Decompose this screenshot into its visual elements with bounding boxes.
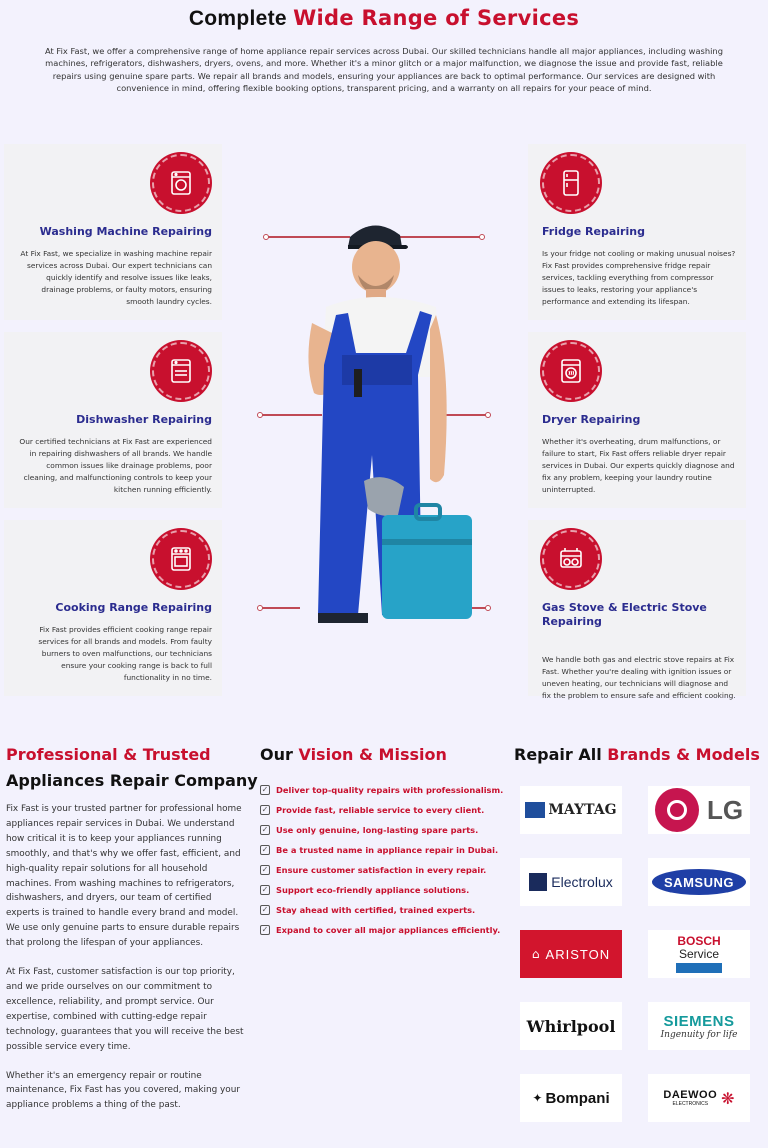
service-card-fridge[interactable] — [528, 144, 746, 320]
service-card-cooking[interactable] — [4, 520, 222, 696]
about-text — [6, 802, 246, 1127]
brands-title-prefix: Repair All — [514, 745, 602, 764]
page-title — [0, 6, 768, 31]
about-paragraph: Fix Fast is your trusted partner for professional home appliances repair services in Dubai. We understand how critical it is to keep your appliances running smoothly, and that's why we offer fast, efficient, and high-quality repair solutions for all household machines. From washing machines to refrigerators, dishwashers, and dryers, our team of certified experts is trained to handle every brand and model. We use only genuine parts to ensure durable repairs that prolong the lifespan of your appliances. — [6, 804, 242, 949]
brands-title — [514, 742, 760, 768]
service-text: Whether it's overheating, drum malfunctions, or failure to start, Fix Fast offers reliable dryer repair services in Dubai. Our experts quickly diagnose and fix any problem, keeping your laundry routine uninterrupted. — [542, 437, 735, 494]
brand-logo-maytag[interactable]: MAYTAG — [520, 786, 622, 834]
service-text: Fix Fast provides efficient cooking range repair services for all brands and models. From faulty burners to oven malfunctions, our technicians ensure your cooking range is back to full functionality in no time. — [38, 625, 212, 682]
list-item: ✓ Use only genuine, long-lasting spare parts. — [261, 825, 479, 835]
mission-title-accent: Vision & Mission — [298, 745, 447, 764]
about-paragraph: At Fix Fast, customer satisfaction is our top priority, and we pride ourselves on our commitment to excellence, reliability, and prompt service. Our expertise, combined with cutting-edge repair technology, guarantees that you will receive the best possible service every time. — [6, 967, 244, 1052]
title-prefix: Complete — [188, 7, 287, 30]
dryer-icon — [542, 342, 600, 400]
mission-title — [260, 742, 447, 768]
brand-logo-siemens[interactable]: SIEMENS Ingenuity for life — [648, 1002, 750, 1050]
checkbox-icon: ✓ — [261, 885, 269, 894]
service-text: At Fix Fast, we specialize in washing machine repair services across Dubai. Our expert technicians can quickly identify and resolve issues like leaks, drainage problems, or faulty motors, ensuring smooth laundry cycles. — [20, 249, 212, 306]
about-paragraph: Whether it's an emergency repair or routine maintenance, Fix Fast has you covered, making your appliance problems a thing of the past. — [6, 1070, 241, 1111]
brands-title-accent: Brands & Models — [607, 745, 760, 764]
service-card-dryer[interactable] — [528, 332, 746, 508]
service-card-stove[interactable] — [528, 520, 746, 700]
list-item: ✓ Ensure customer satisfaction in every repair. — [261, 865, 487, 875]
ariston-logo-icon: ⌂ — [531, 947, 540, 961]
brand-logo-whirlpool[interactable]: Whirlpool — [520, 1002, 622, 1050]
checkbox-icon: ✓ — [261, 845, 269, 854]
dishwasher-icon — [152, 342, 210, 400]
daewoo-logo-icon: ❋ — [721, 1088, 735, 1108]
list-item: ✓ Provide fast, reliable service to every client. — [261, 805, 485, 815]
bosch-stripe-icon — [676, 963, 722, 973]
about-title-line2: Appliances Repair Company — [6, 771, 258, 790]
electrolux-logo-icon — [529, 873, 547, 891]
about-title-line1: Professional & Trusted — [6, 745, 211, 764]
checkbox-icon: ✓ — [261, 925, 269, 934]
service-text: Our certified technicians at Fix Fast are experienced in repairing dishwashers of all brands. We handle common issues like drainage problems, poor cleaning, and malfunctioning controls to keep your kitchen running efficiently. — [19, 437, 212, 494]
washing-machine-icon — [152, 154, 210, 212]
brand-logo-bompani[interactable]: ✦ Bompani — [520, 1074, 622, 1122]
intro-text: At Fix Fast, we offer a comprehensive range of home appliance repair services across Dubai. Our skilled technicians handle all major appliances, including washing machines, refrigerators, dishwashers, dryers, ovens, and more. Whether it's a minor glitch or a major malfunction, we diagnose the issue and provide fast, reliable repairs using genuine spare parts. We repair all brands and models, ensuring your appliances are back to optimal performance. Our services are designed with convenience in mind, offering flexible booking options, transparent pricing, and a warranty on all repairs for your peace of mind. — [45, 46, 723, 93]
brand-logo-ariston[interactable]: ⌂ ARISTON — [520, 930, 622, 978]
service-card-washing[interactable] — [4, 144, 222, 320]
service-text: Is your fridge not cooling or making unusual noises? Fix Fast provides comprehensive fridge repair services, tackling everything from compressor issues to leaks, restoring your appliance's performance and extending its lifespan. — [542, 249, 736, 306]
mission-list — [260, 780, 503, 940]
checkbox-icon: ✓ — [261, 785, 269, 794]
service-title: Gas Stove & Electric Stove Repairing — [542, 601, 707, 628]
checkbox-icon: ✓ — [261, 825, 269, 834]
lg-logo-icon — [655, 788, 699, 832]
brand-logo-daewoo[interactable]: DAEWOO ELECTRONICS ❋ — [648, 1074, 750, 1122]
service-title: Cooking Range Repairing — [55, 601, 212, 614]
maytag-logo-icon — [525, 802, 545, 818]
bompani-logo-icon: ✦ — [532, 1091, 543, 1105]
service-title: Fridge Repairing — [542, 225, 645, 238]
mission-title-prefix: Our — [260, 745, 293, 764]
checkbox-icon: ✓ — [261, 865, 269, 874]
list-item: ✓ Support eco-friendly appliance solutions. — [261, 885, 470, 895]
fridge-icon — [542, 154, 600, 212]
technician-image — [296, 215, 476, 623]
service-title: Dishwasher Repairing — [76, 413, 212, 426]
brand-logo-electrolux[interactable]: Electrolux — [520, 858, 622, 906]
service-title: Washing Machine Repairing — [39, 225, 212, 238]
list-item: ✓ Expand to cover all major appliances efficiently. — [261, 925, 501, 935]
brand-logo-bosch[interactable]: BOSCH Service — [648, 930, 750, 978]
brand-logo-samsung[interactable]: SAMSUNG — [648, 858, 750, 906]
service-card-dishwasher[interactable] — [4, 332, 222, 508]
list-item: ✓ Be a trusted name in appliance repair in Dubai. — [261, 845, 499, 855]
service-title: Dryer Repairing — [542, 413, 641, 426]
connector-line — [260, 607, 300, 609]
list-item: ✓ Stay ahead with certified, trained experts. — [261, 905, 476, 915]
checkbox-icon: ✓ — [261, 805, 269, 814]
service-text: We handle both gas and electric stove repairs at Fix Fast. Whether you're dealing with ignition issues or uneven heating, our technicians will diagnose and fix the problem to ensure safe and efficient cooking. — [542, 655, 736, 700]
about-title — [6, 742, 258, 794]
stove-icon — [542, 530, 600, 588]
list-item: ✓ Deliver top-quality repairs with professionalism. — [261, 785, 504, 795]
title-accent: Wide Range of Services — [293, 6, 580, 30]
brand-logo-lg[interactable]: LG — [648, 786, 750, 834]
cooking-range-icon — [152, 530, 210, 588]
checkbox-icon: ✓ — [261, 905, 269, 914]
